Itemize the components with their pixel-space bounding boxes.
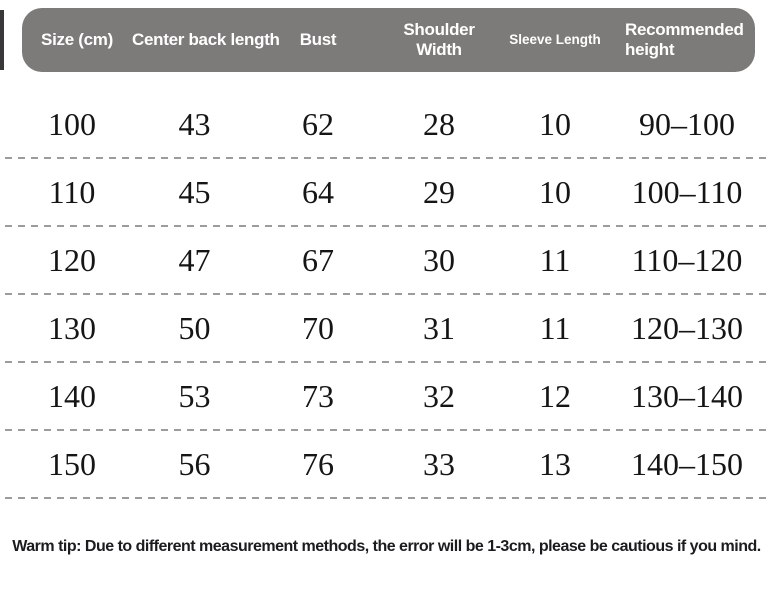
size-chart-header-row [22,8,755,72]
header-cell-recommended-height: Recommended height [625,19,744,59]
table-cell: 110 [48,173,96,210]
table-cell: 140–150 [631,445,743,482]
table-cell: 11 [539,241,571,278]
table-cell: 130 [48,309,96,346]
header-cell-size: Size (cm) [41,29,113,49]
table-cell: 30 [423,241,455,278]
header-cell-shoulder-width: Shoulder Width [403,19,475,59]
table-cell: 53 [178,377,211,414]
table-cell: 76 [302,445,334,482]
header-cell-center-back-length: Center back length [132,29,280,49]
table-cell: 100 [48,105,96,142]
table-cell: 28 [423,105,455,142]
table-cell: 73 [302,377,334,414]
table-cell: 32 [423,377,455,414]
header-cell-sleeve-length: Sleeve Length [509,32,601,48]
table-row [12,91,763,157]
table-row [12,227,763,293]
table-cell: 47 [178,241,211,278]
table-cell: 50 [178,309,211,346]
table-cell: 33 [423,445,455,482]
table-cell: 12 [539,377,571,414]
table-cell: 29 [423,173,455,210]
table-cell: 43 [178,105,211,142]
table-row [12,159,763,225]
table-cell: 13 [539,445,571,482]
table-cell: 10 [539,173,571,210]
table-cell: 64 [302,173,334,210]
table-cell: 110–120 [631,241,743,278]
table-row [12,363,763,429]
table-cell: 130–140 [631,377,743,414]
table-cell: 45 [178,173,211,210]
table-cell: 67 [302,241,334,278]
table-cell: 120 [48,241,96,278]
table-cell: 11 [539,309,571,346]
left-edge-notch [0,10,4,70]
table-cell: 10 [539,105,571,142]
table-cell: 150 [48,445,96,482]
row-divider [5,497,771,499]
table-cell: 62 [302,105,334,142]
table-cell: 31 [423,309,455,346]
table-cell: 140 [48,377,96,414]
size-chart-body [12,91,763,499]
table-cell: 70 [302,309,334,346]
header-cell-bust: Bust [299,29,337,49]
warm-tip-text: Warm tip: Due to different measurement methods, the error will be 1-3cm, please be cautious if you mind. [12,538,761,555]
table-row [12,295,763,361]
table-cell: 100–110 [631,173,743,210]
table-row [12,431,763,497]
table-cell: 120–130 [631,309,743,346]
table-cell: 90–100 [639,105,735,142]
table-cell: 56 [178,445,211,482]
